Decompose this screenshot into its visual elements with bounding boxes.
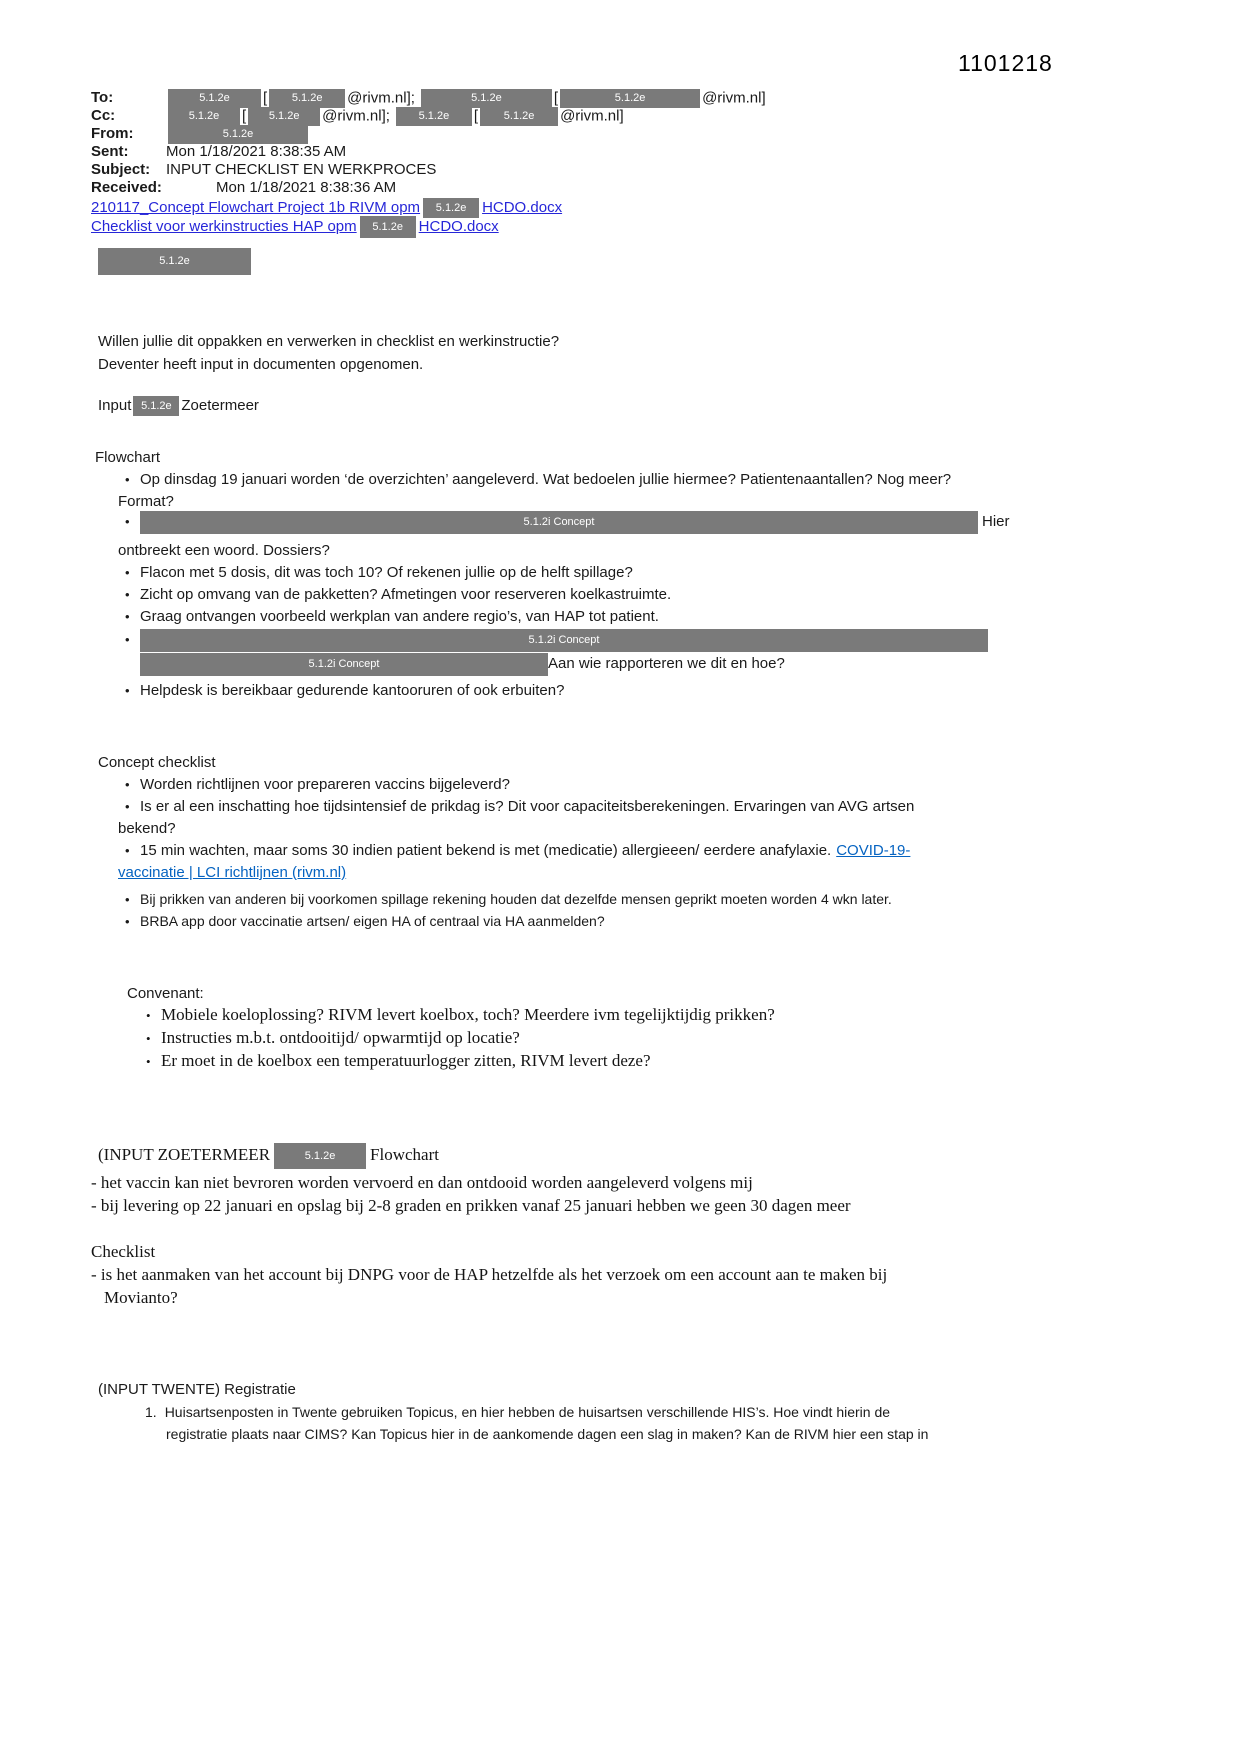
attachment-row: [91, 198, 562, 216]
attachment-link-text: Checklist voor werkinstructies HAP opm: [91, 217, 357, 235]
checklist-serif-line: Movianto?: [104, 1288, 178, 1307]
to-label: To:: [91, 89, 114, 107]
checklist-bullet: [125, 890, 892, 909]
redaction-bar: 5.1.2i Concept: [140, 511, 978, 534]
bullet-text: Aan wie rapporteren we dit en hoe?: [548, 655, 785, 672]
domain-text: @rivm.nl];: [322, 107, 390, 125]
sent-value: Mon 1/18/2021 8:38:35 AM: [166, 143, 347, 160]
domain-text: @rivm.nl];: [347, 89, 415, 107]
page-number: 1101218: [958, 50, 1053, 76]
bullet-text: Worden richtlijnen voor prepareren vaccins bijgeleverd?: [140, 776, 510, 793]
bullet-marker: •: [125, 914, 130, 929]
redaction-box: 5.1.2e: [421, 89, 552, 108]
bullet-text: Er moet in de koelbox een temperatuurlogger zitten, RIVM levert deze?: [161, 1051, 651, 1070]
redaction-box: 5.1.2e: [168, 107, 240, 126]
input-prefix: Input: [98, 397, 132, 414]
bullet-text: Helpdesk is bereikbaar gedurende kantooruren of ook erbuiten?: [140, 682, 565, 699]
redaction-bar: 5.1.2i Concept: [140, 653, 548, 676]
from-label: From:: [91, 125, 134, 143]
flowchart-bullet: [125, 681, 564, 700]
bullet-text: Instructies m.b.t. ontdooitijd/ opwarmtijd op locatie?: [161, 1028, 520, 1047]
redaction-box: 5.1.2e: [480, 107, 558, 126]
header-row-from: [91, 125, 310, 143]
intro-line: Deventer heeft input in documenten opgenomen.: [98, 356, 424, 373]
domain-text: @rivm.nl]: [560, 107, 624, 125]
redaction-box: 5.1.2e: [423, 198, 479, 218]
bullet-marker: •: [125, 632, 130, 647]
redaction-box: 5.1.2e: [168, 89, 261, 108]
attachment-link-text: 210117_Concept Flowchart Project 1b RIVM opm: [91, 198, 421, 216]
convenant-heading: Convenant:: [127, 985, 204, 1002]
bullet-marker: •: [125, 892, 130, 907]
attachment-link-flowchart[interactable]: [91, 199, 562, 216]
checklist-bullet: [125, 797, 914, 816]
checklist-bullet: [125, 912, 605, 931]
header-row-subject: [91, 161, 436, 179]
redaction-box: 5.1.2e: [133, 396, 179, 416]
redaction-box: 5.1.2e: [396, 107, 472, 126]
lci-richtlijnen-link[interactable]: COVID-19-: [836, 842, 911, 859]
bullet-text: Graag ontvangen voorbeeld werkplan van andere regio’s, van HAP tot patient.: [140, 608, 659, 625]
attachment-link-text: HCDO.docx: [482, 198, 563, 216]
bullet-text: Mobiele koeloplossing? RIVM levert koelbox, toch? Meerdere ivm tegelijktijdig prikken?: [161, 1005, 775, 1024]
convenant-bullet: [146, 1005, 775, 1025]
twente-item-continuation: registratie plaats naar CIMS? Kan Topicus hier in de aankomende dagen een slag in maken? Kan de RIVM hier een stap in: [166, 1426, 929, 1442]
bullet-marker: •: [125, 565, 130, 580]
bullet-marker: •: [125, 587, 130, 602]
input-twente-heading: (INPUT TWENTE) Registratie: [98, 1381, 296, 1398]
redaction-box: 5.1.2e: [274, 1143, 366, 1169]
header-row-cc: [91, 107, 624, 125]
flowchart-bullet-continuation: Format?: [118, 493, 174, 510]
input-zoetermeer-line: [98, 396, 259, 416]
redaction-box: 5.1.2e: [269, 89, 345, 108]
checklist-bullet-continuation: bekend?: [118, 820, 176, 837]
bullet-text: BRBA app door vaccinatie artsen/ eigen HA of centraal via HA aanmelden?: [140, 913, 605, 929]
received-value: Mon 1/18/2021 8:38:36 AM: [216, 179, 397, 196]
subject-value: INPUT CHECKLIST EN WERKPROCES: [166, 161, 437, 178]
bullet-marker: •: [125, 799, 130, 814]
item-number: 1.: [145, 1404, 157, 1420]
bullet-text: Op dinsdag 19 januari worden ‘de overzichten’ aangeleverd. Wat bedoelen jullie hiermee? Patientenaantallen? Nog meer?: [140, 471, 952, 488]
bracket: [: [553, 89, 559, 107]
flowchart-bullet-redacted-continuation: [140, 652, 785, 676]
flowchart-bullet-redacted: [125, 510, 1010, 534]
subject-label: Subject:: [91, 161, 151, 178]
bullet-marker: •: [125, 514, 130, 529]
input-zoetermeer-heading: [98, 1143, 439, 1169]
flowchart-heading: Flowchart: [95, 449, 161, 466]
flowchart-bullet: [125, 470, 951, 489]
heading-suffix: Flowchart: [370, 1144, 439, 1164]
bullet-marker: •: [125, 843, 130, 858]
bullet-text: 15 min wachten, maar soms 30 indien patient bekend is met (medicatie) allergieeen/ eerdere anafylaxie.: [140, 842, 832, 859]
flowchart-bullet: [125, 607, 659, 626]
bullet-text: Hier: [982, 513, 1010, 530]
flowchart-bullet: [125, 585, 671, 604]
attachment-link-checklist[interactable]: [91, 218, 499, 235]
bullet-marker: •: [125, 472, 130, 487]
zoetermeer-line: - het vaccin kan niet bevroren worden vervoerd en dan ontdooid worden aangeleverd volgens mij: [91, 1173, 753, 1192]
redaction-box: 5.1.2e: [248, 107, 320, 126]
bullet-marker: •: [146, 1008, 151, 1023]
flowchart-bullet-redacted: [125, 628, 988, 652]
bullet-marker: •: [125, 683, 130, 698]
bullet-marker: •: [146, 1031, 151, 1046]
lci-richtlijnen-link[interactable]: vaccinatie | LCI richtlijnen (rivm.nl): [118, 864, 347, 881]
cc-label: Cc:: [91, 107, 116, 125]
header-row-sent: [91, 143, 346, 161]
attachment-link-text: HCDO.docx: [418, 217, 499, 235]
checklist-serif-line: - is het aanmaken van het account bij DNPG voor de HAP hetzelfde als het verzoek om een account aan te maken bij: [91, 1265, 888, 1284]
bullet-text: Flacon met 5 dosis, dit was toch 10? Of rekenen jullie op de helft spillage?: [140, 564, 633, 581]
bracket: [: [242, 107, 247, 125]
redaction-box: 5.1.2e: [360, 216, 416, 238]
convenant-bullet: [146, 1051, 651, 1071]
item-text: Huisartsenposten in Twente gebruiken Topicus, en hier hebben de huisartsen verschillende HIS’s. Hoe vindt hierin de: [164, 1404, 891, 1420]
received-label: Received:: [91, 179, 162, 196]
bullet-marker: •: [125, 609, 130, 624]
redaction-box: 5.1.2e: [168, 125, 308, 144]
input-suffix: Zoetermeer: [181, 397, 259, 414]
concept-checklist-heading: Concept checklist: [98, 754, 216, 771]
flowchart-bullet-continuation: ontbreekt een woord. Dossiers?: [118, 542, 330, 559]
redaction-bar: 5.1.2i Concept: [140, 629, 988, 652]
sent-label: Sent:: [91, 143, 129, 160]
bracket: [: [263, 89, 268, 107]
bullet-marker: •: [125, 777, 130, 792]
bullet-text: Zicht op omvang van de pakketten? Afmetingen voor reserveren koelkastruimte.: [140, 586, 672, 603]
bullet-marker: •: [146, 1054, 151, 1069]
convenant-bullet: [146, 1028, 520, 1048]
checklist-serif-heading: Checklist: [91, 1242, 156, 1261]
bullet-text: Bij prikken van anderen bij voorkomen spillage rekening houden dat dezelfde mensen geprikt moeten worden 4 wkn later.: [140, 891, 892, 907]
attachment-row: [91, 216, 499, 234]
redaction-box: 5.1.2e: [560, 89, 700, 108]
intro-line: Willen jullie dit oppakken en verwerken in checklist en werkinstructie?: [98, 333, 560, 350]
checklist-bullet-continuation: [118, 863, 346, 882]
zoetermeer-line: - bij levering op 22 januari en opslag bij 2-8 graden en prikken vanaf 25 januari hebben we geen 30 dagen meer: [91, 1196, 851, 1215]
header-row-to: [91, 89, 766, 107]
bracket: [: [473, 107, 479, 125]
redaction-block: 5.1.2e: [98, 248, 251, 275]
bullet-text: Is er al een inschatting hoe tijdsintensief de prikdag is? Dit voor capaciteitsberekeningen. Ervaringen van AVG artsen: [140, 798, 915, 815]
checklist-bullet: [125, 775, 510, 794]
domain-text: @rivm.nl]: [702, 89, 766, 107]
twente-item: [145, 1403, 890, 1421]
flowchart-bullet: [125, 563, 633, 582]
checklist-bullet: [125, 841, 910, 860]
heading-prefix: (INPUT ZOETERMEER: [98, 1144, 271, 1164]
header-row-received: [91, 179, 396, 197]
